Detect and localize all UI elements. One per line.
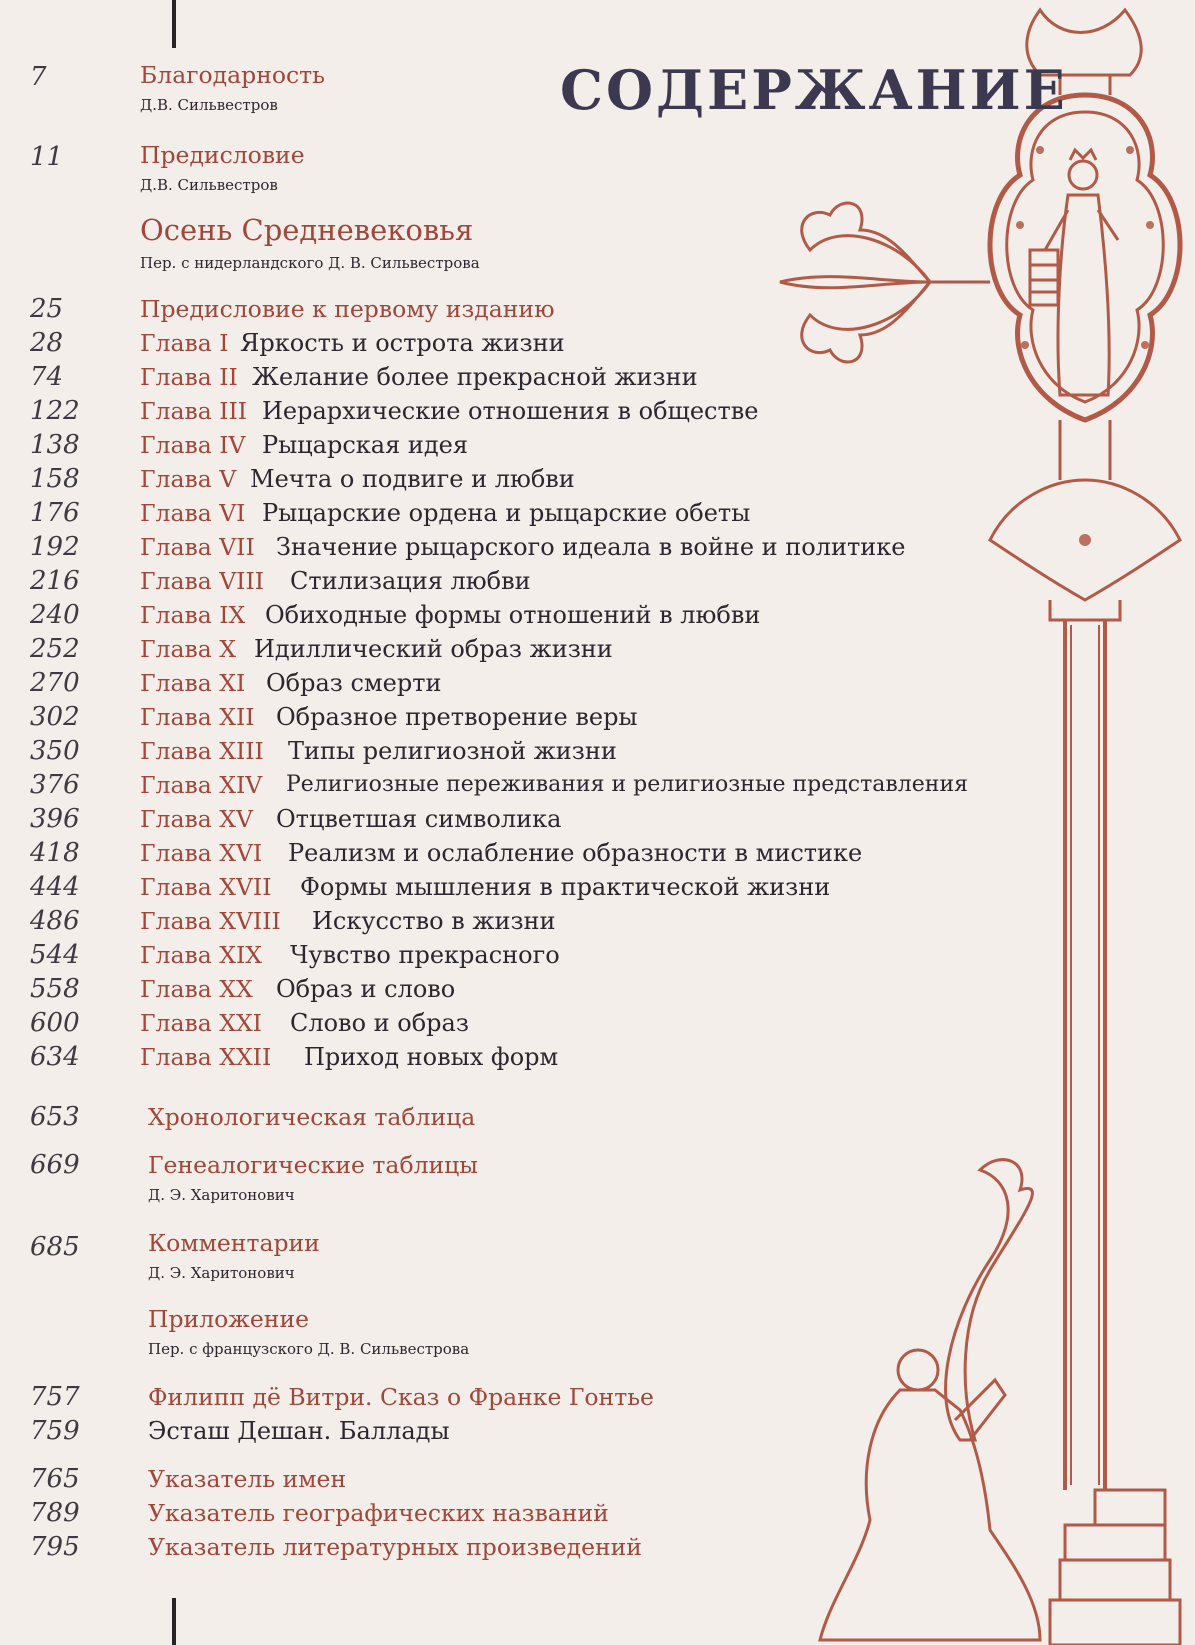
chapter-label: Глава X [140,635,236,663]
page-number: 270 [30,668,80,698]
chapter-title: Формы мышления в практической жизни [300,873,831,901]
book-translator: Пер. с нидерландского Д. В. Сильвестрова [140,254,480,272]
page-number: 558 [30,974,80,1004]
chapter-label: Глава XIII [140,737,264,765]
chapter-label: Глава XXII [140,1043,272,1071]
page-number: 759 [30,1416,80,1446]
entry-title: Указатель имен [148,1465,347,1493]
chapter-title: Желание более прекрасной жизни [252,363,698,391]
entry-author: Д.В. Сильвестров [140,176,278,194]
chapter-title: Реализм и ослабление образности в мистике [288,839,863,867]
page-number: 634 [30,1042,80,1072]
chapter-label: Глава XXI [140,1009,262,1037]
page-number: 252 [30,634,80,664]
entry-title: Указатель литературных произведений [148,1533,642,1561]
page-number: 302 [30,702,80,732]
page-number: 376 [30,770,80,800]
page-number: 74 [30,362,64,392]
page-number: 192 [30,532,80,562]
entry-title: Благодарность [140,61,325,89]
chapter-label: Глава VII [140,533,255,561]
entry-title: Предисловие [140,141,305,169]
chapter-label: Глава II [140,363,238,391]
entry-title: Предисловие к первому изданию [140,295,555,323]
chapter-label: Глава XX [140,975,253,1003]
chapter-title: Мечта о подвиге и любви [250,465,575,493]
chapter-title: Приход новых форм [304,1043,559,1071]
chapter-label: Глава XIV [140,771,263,799]
page-number: 138 [30,430,80,460]
chapter-label: Глава XV [140,805,253,833]
entry-title: Хронологическая таблица [148,1103,476,1131]
page-number: 240 [30,600,80,630]
entry-title: Генеалогические таблицы [148,1151,478,1179]
chapter-title: Отцветшая символика [276,805,562,833]
chapter-title: Стилизация любви [290,567,531,595]
page-number: 418 [30,838,80,868]
chapter-label: Глава VI [140,499,246,527]
chapter-title: Искусство в жизни [312,907,556,935]
chapter-title: Значение рыцарского идеала в войне и политике [276,533,906,561]
page-number: 669 [30,1150,80,1180]
page-number: 600 [30,1008,80,1038]
page-number: 216 [30,566,80,596]
entry-title: Комментарии [148,1229,320,1257]
chapter-label: Глава XII [140,703,255,731]
chapter-title: Рыцарская идея [262,431,468,459]
chapter-label: Глава XIX [140,941,262,969]
chapter-title: Образ и слово [276,975,456,1003]
page-number: 789 [30,1498,80,1528]
chapter-title: Типы религиозной жизни [288,737,617,765]
page-number: 685 [30,1232,80,1262]
page-number: 28 [30,328,64,358]
page-number: 544 [30,940,80,970]
entry-author: Д.В. Сильвестров [140,96,278,114]
chapter-label: Глава V [140,465,237,493]
chapter-title: Обиходные формы отношений в любви [265,601,761,629]
chapter-label: Глава XVIII [140,907,281,935]
page-number: 122 [30,396,80,426]
page-number: 176 [30,498,80,528]
page-number: 653 [30,1102,80,1132]
chapter-title: Слово и образ [290,1009,469,1037]
book-title: Осень Средневековья [140,213,474,247]
chapter-title: Образ смерти [266,669,442,697]
entry-author: Д. Э. Харитонович [148,1264,295,1282]
entry-author: Д. Э. Харитонович [148,1186,295,1204]
chapter-label: Глава IV [140,431,246,459]
chapter-label: Глава XVI [140,839,263,867]
page-number: 158 [30,464,80,494]
page-number: 486 [30,906,80,936]
chapter-title: Образное претворение веры [276,703,638,731]
chapter-label: Глава III [140,397,248,425]
chapter-label: Глава XI [140,669,246,697]
page-number: 350 [30,736,80,766]
chapter-label: Глава VIII [140,567,265,595]
chapter-label: Глава XVII [140,873,272,901]
chapter-title: Идиллический образ жизни [254,635,613,663]
appendix-title: Приложение [148,1305,310,1333]
chapter-label: Глава I [140,329,229,357]
page-number: 7 [30,62,47,92]
entry-title: Указатель географических названий [148,1499,609,1527]
chapter-label: Глава IX [140,601,246,629]
appendix-translator: Пер. с французского Д. В. Сильвестрова [148,1340,470,1358]
chapter-title: Рыцарские ордена и рыцарские обеты [262,499,751,527]
page-number: 444 [30,872,80,902]
page-number: 795 [30,1532,80,1562]
chapter-title: Чувство прекрасного [290,941,560,969]
page-number: 765 [30,1464,80,1494]
chapter-title: Иерархические отношения в обществе [262,397,759,425]
chapter-title: Религиозные переживания и религиозные представления [286,772,968,797]
page-number: 25 [30,294,64,324]
page-number: 396 [30,804,80,834]
entry-title: Филипп дё Витри. Сказ о Франке Гонтье [148,1383,654,1411]
page-number: 11 [30,142,64,172]
page-number: 757 [30,1382,80,1412]
entry-title: Эсташ Дешан. Баллады [148,1417,450,1445]
chapter-title: Яркость и острота жизни [240,329,565,357]
page-title: СОДЕРЖАНИЕ [560,58,1068,122]
